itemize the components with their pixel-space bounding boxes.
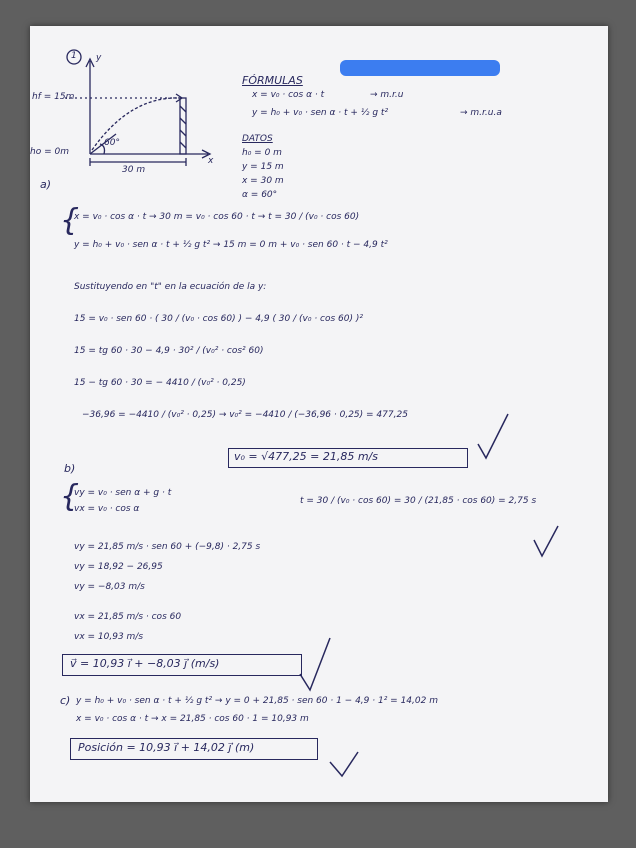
part-a-label: a): [40, 178, 52, 191]
formulas-title: FÓRMULAS: [242, 74, 303, 87]
datos-title: DATOS: [242, 134, 273, 144]
part-b-label: b): [64, 462, 76, 475]
part-b-eq1: vy = v₀ · sen α + g · t: [74, 488, 172, 498]
height-label: hf = 15m: [32, 92, 75, 102]
part-c-eq2: x = v₀ · cos α · t → x = 21,85 · cos 60 · 1 = 10,93 m: [76, 714, 309, 724]
part-c-result: Posición = 10,93 i⃗ + 14,02 j⃗ (m): [78, 741, 255, 754]
part-a-step2: 15 = tg 60 · 30 − 4,9 · 30² / (v₀² · cos² 60): [74, 346, 264, 356]
problem-number: 1: [71, 51, 77, 61]
part-b-line: vx = 21,85 m/s · cos 60: [74, 612, 182, 622]
part-a-step1: 15 = v₀ · sen 60 · ( 30 / (v₀ · cos 60) ) − 4,9 ( 30 / (v₀ · cos 60) )²: [74, 314, 363, 324]
part-b-line: vy = 21,85 m/s · sen 60 + (−9,8) · 2,75 s: [74, 542, 261, 552]
angle-label: 60°: [104, 138, 120, 148]
part-a-result: v₀ = √477,25 = 21,85 m/s: [234, 450, 378, 463]
y-axis-label: y: [96, 53, 102, 63]
part-b-result: v⃗ = 10,93 i⃗ + −8,03 j⃗ (m/s): [70, 657, 220, 670]
part-b-line: vx = 10,93 m/s: [74, 632, 144, 642]
part-a-step4: −36,96 = −4410 / (v₀² · 0,25) → v₀² = −4410 / (−36,96 · 0,25) = 477,25: [82, 410, 408, 420]
part-a-note: Sustituyendo en "t" en la ecuación de la y:: [74, 282, 267, 292]
dato-item: x = 30 m: [242, 176, 284, 186]
brace: {: [60, 479, 80, 514]
x-axis-label: x: [208, 156, 214, 166]
formula-x-tag: → m.r.u: [370, 90, 404, 100]
part-a-eq2: y = h₀ + v₀ · sen α · t + ½ g t² → 15 m = 0 m + v₀ · sen 60 · t − 4,9 t²: [74, 240, 388, 250]
dato-item: α = 60°: [242, 190, 278, 200]
part-b-eq2: vx = v₀ · cos α: [74, 504, 140, 514]
origin-height-label: ho = 0m: [30, 147, 69, 157]
paper-sheet: [30, 26, 608, 802]
part-b-time: t = 30 / (v₀ · cos 60) = 30 / (21,85 · cos 60) = 2,75 s: [300, 496, 537, 506]
part-a-eq1: x = v₀ · cos α · t → 30 m = v₀ · cos 60 · t → t = 30 / (v₀ · cos 60): [74, 212, 360, 222]
formula-x: x = v₀ · cos α · t: [252, 90, 325, 100]
brace: {: [60, 203, 80, 238]
formula-y-tag: → m.r.u.a: [460, 108, 502, 118]
part-b-line: vy = 18,92 − 26,95: [74, 562, 163, 572]
part-c-label: c): [60, 694, 71, 707]
formula-y: y = h₀ + v₀ · sen α · t + ½ g t²: [252, 108, 389, 118]
dato-item: h₀ = 0 m: [242, 148, 282, 158]
part-b-line: vy = −8,03 m/s: [74, 582, 145, 592]
part-c-eq1: y = h₀ + v₀ · sen α · t + ½ g t² → y = 0 + 21,85 · sen 60 · 1 − 4,9 · 1² = 14,02 m: [76, 696, 438, 706]
checkmark-icon: [30, 26, 608, 802]
part-a-step3: 15 − tg 60 · 30 = − 4410 / (v₀² · 0,25): [74, 378, 246, 388]
distance-label: 30 m: [122, 165, 146, 175]
dato-item: y = 15 m: [242, 162, 284, 172]
